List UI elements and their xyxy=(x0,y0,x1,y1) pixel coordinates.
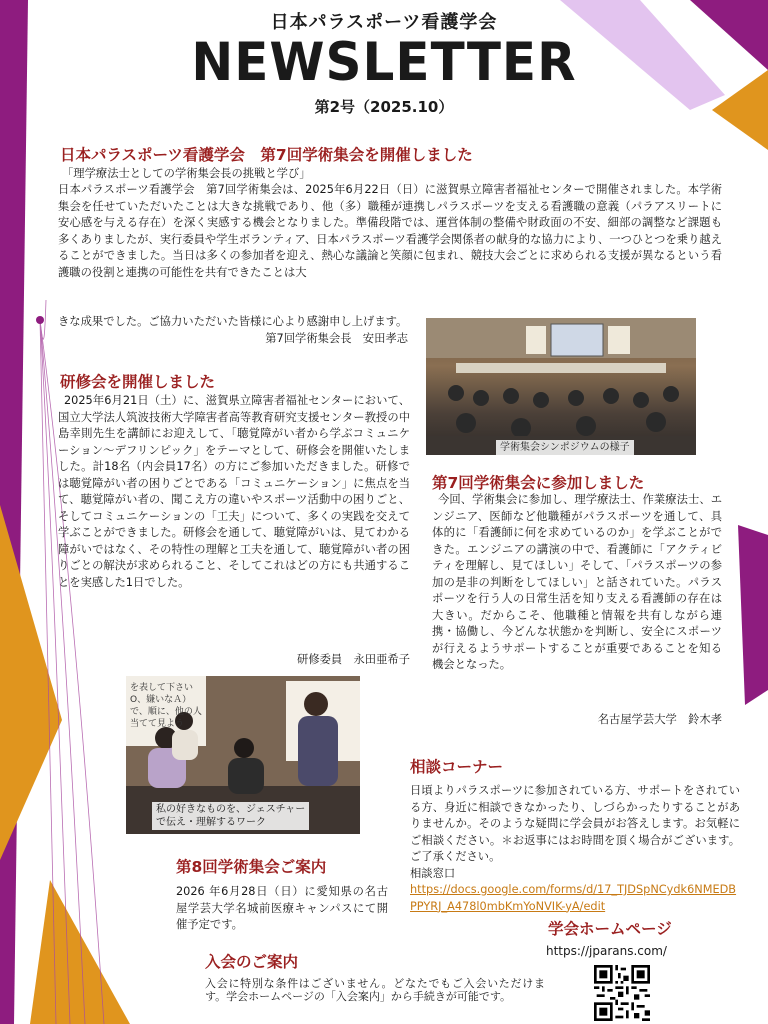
main-article-signature: 第7回学術集会長 安田孝志 xyxy=(265,332,408,345)
training-heading: 研修会を開催しました xyxy=(60,373,216,391)
main-article-heading: 日本パラスポーツ看護学会 第7回学術集会を開催しました xyxy=(60,146,473,164)
next-meeting-body: 2026 年6月28日（日）に愛知県の名古屋学芸大学名城前医療キャンパスにて開催予定です。 xyxy=(176,885,388,931)
swoosh-dot xyxy=(36,316,44,324)
symposium-photo-scene xyxy=(426,318,696,455)
consultation-heading: 相談コーナー xyxy=(410,758,504,776)
homepage-heading: 学会ホームページ xyxy=(548,920,672,938)
symposium-photo xyxy=(426,318,696,455)
consultation-body: 日頃よりパラスポーツに参加されている方、サポートをされている方、身近に相談できなかったり、しづらかったりすることがありませんか。そのような疑問に学会員がお答えします。お気軽にご相談ください。＊お返事にはお時間を頂く場合がございます。ご了承ください。 xyxy=(410,784,740,863)
issue-number: 第2号（2025.10） xyxy=(314,98,454,116)
qr-code[interactable] xyxy=(594,965,650,1021)
newsletter-title: NEWSLETTER xyxy=(191,31,577,93)
slide-line-1: を表して下さい xyxy=(130,683,194,693)
slide-line-2: O、嫌いなＡ） xyxy=(130,695,192,705)
main-article-subtitle: 「理学療法士としての学術集会長の挑戦と学び」 xyxy=(62,167,311,180)
workshop-photo xyxy=(126,676,360,834)
slide-line-3: で、順に、他の人 xyxy=(130,707,202,717)
workshop-photo-caption xyxy=(152,802,309,830)
homepage-url[interactable]: https://jparans.com/ xyxy=(546,944,667,958)
symposium-photo-caption: 学術集会シンポジウムの様子 xyxy=(496,440,634,455)
right-purple-shape xyxy=(738,525,768,705)
consultation-window-label: 相談窓口 xyxy=(410,867,456,880)
membership-heading: 入会のご案内 xyxy=(205,953,299,971)
workshop-slide-text xyxy=(130,682,202,730)
membership-body: 入会に特別な条件はございません。どなたでもご入会いただけます。学会ホームページの「入会案内」から手続きが可能です。 xyxy=(205,977,545,1003)
main-article-paragraph: 日本パラスポーツ看護学会 第7回学術集会は、2025年6月22日（日）に滋賀県立障害者福祉センターで開催されました。本学術集会を任せていただいたことは大きな挑戦であり、他（多）職種が連携しパラスポーツを支える看護職の意義（パラアスリートに安心感を与える存在）を深く実感する機会となりました。準備段階では、運営体制の整備や財政面の不安、細部の調整など課題も多くありましたが、実行委員や学生ボランティア、日本パラスポーツ看護学会関係者の献身的な協力により、一つひとつを乗り越えることができました。当日は多くの参加者を迎え、熱心な議論と笑顔に包まれ、競技大会ごとに求められる支援が異なるという看護職の役割と連携の可能性を共有できたことは大 xyxy=(58,183,722,279)
training-signature: 研修委員 永田亜希子 xyxy=(297,653,410,666)
slide-line-4: 当てて見よう xyxy=(130,719,185,729)
workshop-caption-line-1: 私の好きなものを、ジェスチャー xyxy=(156,804,306,815)
workshop-caption-line-2: で伝え・理解するワーク xyxy=(156,817,266,828)
left-orange-wedge xyxy=(0,505,62,860)
organization-name: 日本パラスポーツ看護学会 xyxy=(270,12,498,33)
bottom-left-orange xyxy=(30,880,130,1024)
participation-body: 今回、学術集会に参加し、理学療法士、作業療法士、エンジニア、医師など他職種がパラスポーツを通して、具体的に「看護師に何を求めているのか」を学ぶことができた。エンジニアの講演の中で、看護師に「アクティビティを理解し、見てほしい」そして、「パラスポーツの参加の是非の判断をしてほしい」と話されていた。パラスポーツを行う人の日常生活を知り支える看護師の存在は大きい。だからこそ、他職種と情報を共有しながら連携・協働し、今どんな状態かを判断し、安全にスポーツが行えるようサポートすることが重要であることを知る機会となった。 xyxy=(432,493,722,671)
left-purple-stripe xyxy=(0,0,28,1024)
next-meeting-heading: 第8回学術集会ご案内 xyxy=(176,858,327,876)
consultation-form-link[interactable]: https://docs.google.com/forms/d/17_TJDSpNCydk6NMEDBPPYRJ_A478l0mbKmYoNVIK-yA/edit xyxy=(410,883,737,913)
participation-heading: 第7回学術集会に参加しました xyxy=(432,474,645,492)
participation-signature: 名古屋学芸大学 鈴木孝 xyxy=(597,713,722,726)
main-article-paragraph-continued: きな成果でした。ご協力いただいた皆様に心より感謝申し上げます。 xyxy=(58,315,408,328)
training-body: 2025年6月21日（土）に、滋賀県立障害者福祉センターにおいて、国立大学法人筑波技術大学障害者高等教育研究支援センター教授の中島幸則先生を講師にお迎えして、「聴覚障がい者から学ぶコミュニケーション～デフリンピック」をテーマとして、研修会を開催いたしました。計18名（内会員17名）の方にご参加いただきました。研修では聴覚障がい者の困りごとである「コミュニケーション」に焦点を当て、聴覚障がい者の、聞こえ方の違いやスポーツ活動中の困りごと、そしてコミュニケーションの「工夫」について、多くの実践を交えて学ぶことができました。研修会を通して、聴覚障がいは、見てわかる障がいではなく、その特性の理解と工夫を通して、聴覚障がい者の困りごとの解決が求められること、そしてこれはどの方にも共通することを実感した1日でした。 xyxy=(58,394,410,589)
